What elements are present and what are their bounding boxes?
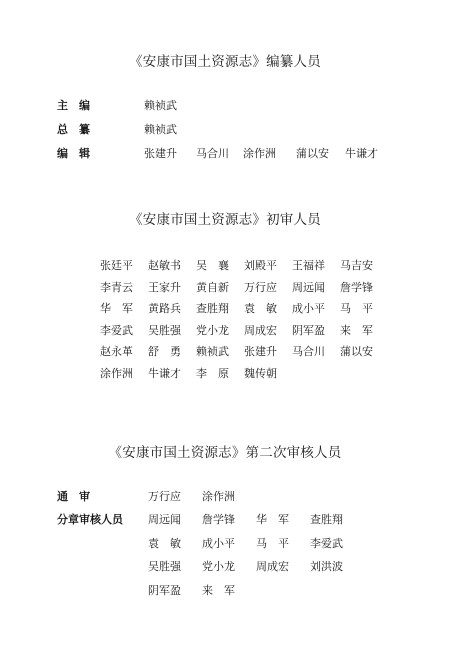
chief-editor-name: 赖祯武: [144, 99, 177, 112]
person-name: 马吉安: [340, 259, 373, 272]
person-name: 周成宏: [244, 323, 277, 337]
person-name: 吴胜强: [148, 323, 181, 337]
person-name: 成小平: [292, 302, 325, 315]
person-name: 牛谦才: [148, 366, 181, 380]
person-name: 查胜翔: [196, 302, 229, 315]
general-review-name: 万行应: [148, 490, 181, 503]
person-name: 周远闻: [292, 280, 325, 294]
person-name: 张建升: [244, 345, 277, 358]
first-review-names: [100, 257, 388, 386]
editor-name: 蒲以安: [296, 147, 329, 160]
role-chief-editor: 主 编: [57, 99, 90, 112]
section3-title: 《安康市国土资源志》第二次审核人员: [108, 445, 342, 461]
person-name: 党小龙: [202, 560, 235, 573]
person-name: 周远闻: [148, 513, 181, 526]
person-name: 赵永革: [100, 345, 133, 358]
person-name: 来 军: [202, 583, 235, 597]
editor-name: 张建升: [144, 147, 177, 160]
role-general-compiler: 总 纂: [57, 123, 90, 136]
person-name: 李 原: [196, 366, 229, 380]
person-name: 李爱武: [310, 536, 343, 550]
person-name: 吴胜强: [148, 560, 181, 573]
person-name: 赖祯武: [196, 345, 229, 358]
person-name: 舒 勇: [148, 345, 181, 358]
person-name: 蒲以安: [340, 345, 373, 358]
person-name: 赵敏书: [148, 259, 181, 272]
person-name: 马 平: [256, 536, 289, 550]
person-name: 查胜翔: [310, 513, 343, 526]
person-name: 来 军: [340, 323, 373, 337]
person-name: 李青云: [100, 280, 133, 294]
section1-title: 《安康市国土资源志》编纂人员: [129, 54, 321, 70]
person-name: 华 军: [256, 513, 289, 526]
person-name: 马 平: [340, 302, 373, 315]
person-name: 魏传朝: [244, 366, 277, 380]
general-compiler-name: 赖祯武: [144, 123, 177, 136]
person-name: 王家升: [148, 280, 181, 294]
person-name: 华 军: [100, 302, 133, 315]
person-name: 詹学锋: [340, 280, 373, 294]
chapter-review-names: [148, 511, 364, 605]
person-name: 周成宏: [256, 560, 289, 573]
person-name: 王福祥: [292, 259, 325, 272]
person-name: 阴军盈: [148, 583, 181, 597]
person-name: 张廷平: [100, 259, 133, 272]
role-editors: 编 辑: [57, 147, 90, 160]
person-name: 涂作洲: [100, 366, 133, 380]
person-name: 阴军盈: [292, 323, 325, 337]
person-name: 刘殿平: [244, 259, 277, 272]
person-name: 袁 敏: [148, 536, 181, 550]
person-name: 党小龙: [196, 323, 229, 337]
person-name: 詹学锋: [202, 513, 235, 526]
person-name: 马合川: [292, 345, 325, 358]
person-name: 黄自新: [196, 280, 229, 294]
person-name: 成小平: [202, 536, 235, 550]
editor-name: 涂作洲: [243, 147, 276, 160]
role-general-review: 通 审: [57, 490, 90, 503]
person-name: 吴 襄: [196, 259, 229, 272]
person-name: 袁 敏: [244, 302, 277, 315]
person-name: 李爱武: [100, 323, 133, 337]
editor-name: 牛谦才: [345, 147, 378, 160]
person-name: 黄路兵: [148, 302, 181, 315]
section2-title: 《安康市国土资源志》初审人员: [129, 212, 321, 228]
person-name: 万行应: [244, 280, 277, 294]
editor-name: 马合川: [196, 147, 229, 160]
general-review-name: 涂作洲: [202, 490, 235, 503]
role-chapter-review: 分章审核人员: [57, 513, 123, 526]
person-name: 刘洪波: [310, 560, 343, 573]
